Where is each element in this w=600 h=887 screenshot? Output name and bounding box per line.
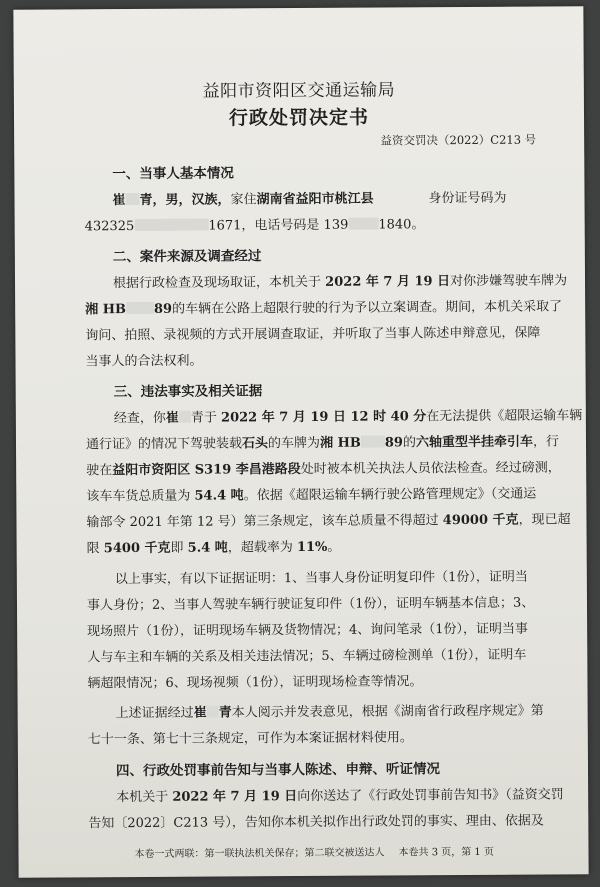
- text-run: 的车辆在公路上超限行驶的行为予以立案调查。期间，本机关采取了: [172, 299, 563, 317]
- text-run: 根据行政检查及现场取证，本机关于: [112, 274, 326, 292]
- party-info-line-1: [112, 188, 373, 209]
- text-run: 处时被本机关执法人员依法检查。经过磅测，: [300, 460, 561, 478]
- overload-rate: 11%: [296, 539, 328, 556]
- party-residence: 湖南省益阳市桃江县: [256, 191, 374, 208]
- plate-prefix: 湘 HB: [320, 435, 361, 451]
- overweight-tons: 5.4 吨: [187, 540, 228, 556]
- text-run: 本机关于: [116, 789, 173, 806]
- issuing-organization: 益阳市资阳区交通运输局: [202, 80, 396, 102]
- document-title: 行政处罚决定书: [228, 106, 370, 130]
- section-3-line-5: [86, 508, 570, 530]
- id-number-prefix: 432325: [84, 219, 135, 235]
- evidence-line-1: 以上事实，有以下证据证明：1、当事人身份证明复印件（1份），证明当: [114, 569, 528, 588]
- text-run: 青于: [190, 410, 222, 426]
- evidence-line-3: 现场照片（1份），证明现场车辆及货物情况；4、询问笔录（1份），证明当事: [87, 621, 529, 640]
- party-surname: 崔: [193, 705, 207, 721]
- redaction-mark: [361, 435, 385, 447]
- document-number: 益资交罚决（2022）C213 号: [380, 132, 537, 148]
- text-run: 即: [170, 540, 188, 556]
- party-given-name: 青: [218, 705, 232, 721]
- text-run: 在无法提供《超限运输车辆: [426, 408, 583, 425]
- section-4-heading: 四、行政处罚事前告知与当事人陈述、申辩、听证情况: [115, 761, 441, 780]
- weight-limit: 49000 千克: [442, 512, 519, 529]
- text-run: 。: [327, 539, 341, 555]
- notice-date: 2022 年 7 月 19 日: [172, 789, 298, 805]
- id-label: 身份证号码为: [428, 190, 507, 207]
- section-4-line-1: [116, 783, 564, 805]
- plate-suffix: 89: [384, 435, 403, 451]
- section-3-line-3: [86, 456, 561, 478]
- phone-suffix: 1840。: [378, 217, 425, 233]
- text-run: ，行: [532, 434, 560, 450]
- redaction-mark: [348, 218, 378, 230]
- text-run: 上述证据经过: [115, 705, 194, 722]
- party-details: 青，男，汉族，: [139, 192, 231, 208]
- section-2-line-1: [113, 269, 567, 291]
- evidence-line-5: 辆超限情况；6、现场视频（1份），证明现场检查等情况。: [87, 674, 423, 692]
- redaction-mark: [126, 302, 154, 314]
- evidence-line-4: 人与车主和车辆的关系及相关违法情况；5、车辆过磅检测单（1份），证明车: [87, 647, 527, 666]
- section-2-line-3: 询问、拍照、录视频的方式开展调查取证，并听取了当事人陈述申辩意见，保障: [85, 325, 541, 344]
- section-2-line-2: [85, 295, 562, 317]
- redaction-mark: [125, 193, 139, 205]
- violation-time: 2022 年 7 月 19 日 12 时 40 分: [220, 409, 427, 426]
- evidence-line-2: 事人身份；2、当事人驾驶车辆行驶证复印件（1份），证明车辆基本信息；3、: [86, 595, 535, 614]
- redaction-mark: [207, 706, 219, 718]
- text-run: 通行证》的情况下驾驶装载: [85, 436, 243, 453]
- section-1-heading: 一、当事人基本情况: [112, 165, 234, 183]
- violation-location: 益阳市资阳区 S319 李昌港路段: [112, 462, 301, 479]
- text-run: 对你涉嫌驾驶车牌为: [450, 273, 568, 290]
- party-info-line-2: [85, 213, 425, 234]
- text-run: ，超载率为: [227, 540, 297, 556]
- section-3-heading: 三、违法事实及相关证据: [113, 383, 263, 401]
- id-phone-text: 1671，电话号码是 139: [208, 217, 349, 234]
- section-2-line-4: 当事人的合法权利。: [85, 353, 203, 370]
- cargo-type: 石头: [241, 436, 269, 452]
- section-2-heading: 二、案件来源及调查经过: [112, 248, 262, 266]
- text-run: 本人阅示并发表意见，根据《湖南省行政程序规定》第: [231, 703, 544, 721]
- document-page: [13, 6, 588, 877]
- text-run: 限: [86, 541, 104, 557]
- footer-copies-note: 本卷一式两联：第一联执法机关保存；第二联交被送达人: [134, 847, 385, 861]
- case-date: 2022 年 7 月 19 日: [325, 274, 451, 290]
- plate-prefix: 湘 HB: [85, 302, 127, 318]
- residence-label: 家住: [230, 192, 257, 208]
- section-3-line-1: [114, 404, 583, 426]
- footer-page-number: 本卷共 3 页，第 1 页: [398, 846, 494, 859]
- overweight-kg: 5400 千克: [103, 540, 171, 557]
- party-surname: 崔: [165, 410, 179, 426]
- section-3-line-6: [87, 536, 341, 557]
- text-run: 向你送达了《行政处罚事前告知书》（益资交罚: [297, 787, 564, 805]
- text-run: 该车车货总质量为: [86, 488, 195, 505]
- party-surname: 崔: [112, 193, 126, 209]
- redaction-mark: [134, 219, 208, 231]
- plate-suffix: 89: [153, 301, 173, 317]
- text-run: 。依据《超限运输车辆行驶公路管理规定》（交通运: [243, 486, 537, 504]
- text-run: 驶在: [86, 463, 113, 479]
- text-run: 的车牌为: [267, 435, 321, 452]
- evidence-review-line-2: 七十一条、第七十三条规定，可作为本案证据材料使用。: [87, 730, 413, 748]
- section-3-line-2: [86, 430, 559, 452]
- redaction-mark: [179, 411, 191, 423]
- section-4-line-2: 告知〔2022〕C213 号），告知你本机关拟作出行政处罚的事实、理由、依据及: [88, 813, 544, 832]
- section-3-line-4: [86, 483, 536, 505]
- text-run: 经查，你: [113, 410, 166, 427]
- total-weight: 54.4 吨: [194, 488, 244, 504]
- text-run: ，现已超: [518, 512, 571, 528]
- text-run: 的: [402, 435, 417, 451]
- text-run: 输部令 2021 年第 12 号）第三条规定，该车总质量不得超过: [86, 513, 443, 531]
- vehicle-type: 六轴重型半挂牵引车: [415, 434, 534, 451]
- evidence-review-line-1: [116, 700, 544, 722]
